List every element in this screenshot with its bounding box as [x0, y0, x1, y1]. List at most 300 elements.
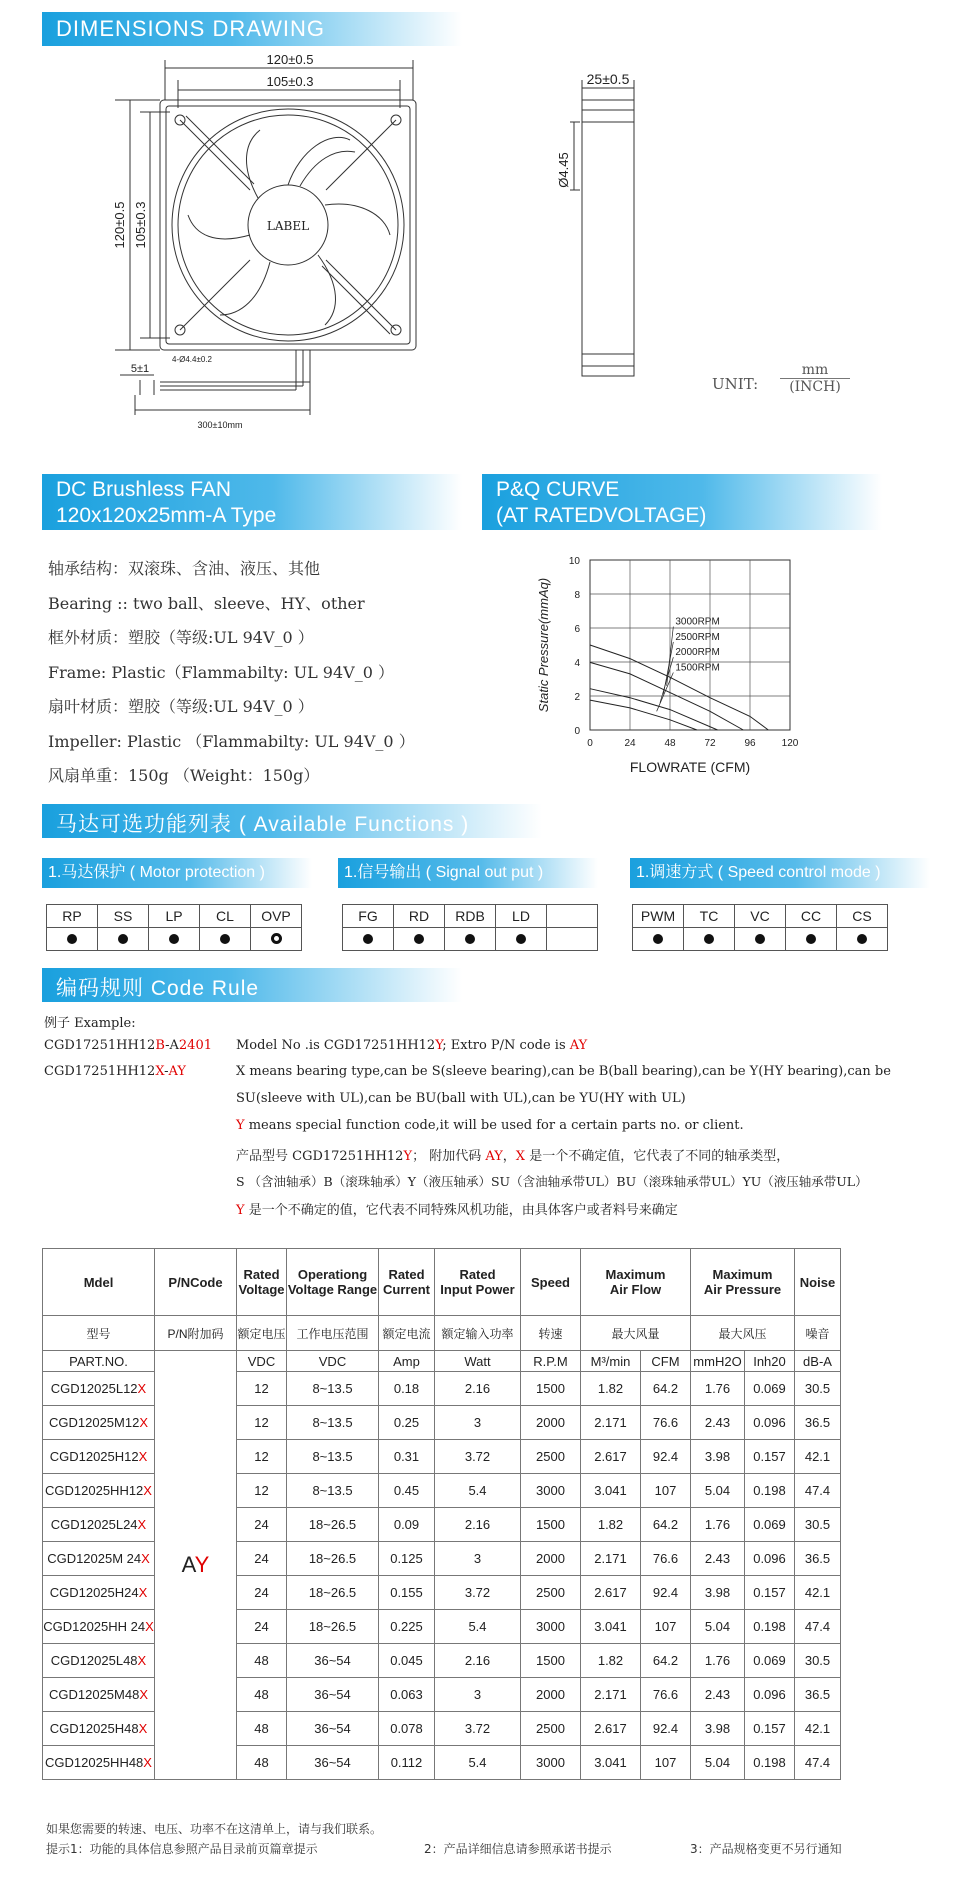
- column-header: Operationg Voltage Range: [287, 1249, 379, 1316]
- code-line-4-b: means special function code,it will be used for a certain parts no. or client.: [244, 1118, 744, 1133]
- value-cell: 42.1: [795, 1712, 841, 1746]
- unit-cell: dB-A: [795, 1351, 841, 1372]
- function-col-label: OVP: [251, 905, 302, 928]
- example-2-base: CGD17251HH12: [44, 1064, 156, 1079]
- value-cell: 76.6: [641, 1678, 691, 1712]
- function-col-label: VC: [735, 905, 786, 928]
- function-col-label: SS: [98, 905, 149, 928]
- pq-curve-header: [482, 474, 882, 530]
- filled-dot-icon: [363, 934, 373, 944]
- value-cell: 36~54: [287, 1746, 379, 1780]
- value-cell: 1500: [521, 1372, 581, 1406]
- column-header-cn: 额定电压: [237, 1316, 287, 1351]
- function-mark-cell: [837, 928, 888, 951]
- example-2-bearing: X: [155, 1064, 165, 1079]
- example-2-extra: AY: [168, 1064, 186, 1079]
- value-cell: 92.4: [641, 1576, 691, 1610]
- plot-frame: [590, 560, 790, 730]
- value-cell: 0.198: [745, 1474, 795, 1508]
- x-tick-label: 96: [744, 738, 756, 749]
- value-cell: 0.09: [379, 1508, 435, 1542]
- column-header: Rated Voltage: [237, 1249, 287, 1316]
- model-spec-table: [42, 1248, 841, 1780]
- value-cell: 3.98: [691, 1712, 745, 1746]
- column-header-cn: 额定电流: [379, 1316, 435, 1351]
- value-cell: 1.76: [691, 1508, 745, 1542]
- value-cell: 1500: [521, 1508, 581, 1542]
- example-label: 例子 Example:: [44, 1016, 136, 1031]
- function-mark-cell: [633, 928, 684, 951]
- unit-text: UNIT:: [712, 375, 759, 393]
- function-mark-cell: [47, 928, 98, 951]
- code-line-1-d: AY: [569, 1038, 588, 1053]
- value-cell: 5.4: [435, 1610, 521, 1644]
- value-cell: 0.31: [379, 1440, 435, 1474]
- dimensions-title: DIMENSIONS DRAWING: [56, 16, 325, 41]
- value-cell: 5.4: [435, 1746, 521, 1780]
- model-name: CGD12025H24: [49, 1585, 139, 1600]
- series-label: 2500RPM: [675, 631, 720, 643]
- side-view-drawing: [556, 70, 670, 400]
- function-mark-cell: [343, 928, 394, 951]
- footer-tip-2: 2：产品详细信息请参照承诺书提示: [424, 1842, 612, 1856]
- unit-mm: mm: [780, 362, 850, 379]
- series-line: [590, 689, 718, 730]
- value-cell: 3.98: [691, 1440, 745, 1474]
- value-cell: 0.063: [379, 1678, 435, 1712]
- model-name: CGD12025M 24: [47, 1551, 142, 1566]
- functions-title: 马达可选功能列表 ( Available Functions ): [56, 813, 470, 836]
- model-name: CGD12025H12: [49, 1449, 139, 1464]
- spec-line: Impeller: Plastic （Flammabilty: UL 94V_0 ）: [48, 731, 415, 751]
- value-cell: 12: [237, 1440, 287, 1474]
- code-line-5-e: ，: [502, 1149, 516, 1164]
- value-cell: 48: [237, 1712, 287, 1746]
- model-suffix: X: [137, 1381, 147, 1396]
- footer-contact: 如果您需要的转速、电压、功率不在这清单上，请与我们联系。: [46, 1822, 383, 1836]
- column-header-cn: 转速: [521, 1316, 581, 1351]
- code-line-7-a: Y: [236, 1203, 245, 1218]
- function-mark-cell: [445, 928, 496, 951]
- value-cell: 2.171: [581, 1542, 641, 1576]
- column-header: Rated Current: [379, 1249, 435, 1316]
- value-cell: 2500: [521, 1440, 581, 1474]
- model-name: CGD12025H48: [49, 1721, 139, 1736]
- value-cell: 0.096: [745, 1678, 795, 1712]
- dim-height-outer: 120±0.5: [112, 201, 127, 249]
- value-cell: 2000: [521, 1406, 581, 1440]
- functions-header: [42, 804, 542, 838]
- function-mark-cell: [735, 928, 786, 951]
- function-mark-cell: [496, 928, 547, 951]
- function-col-label: RD: [394, 905, 445, 928]
- motor-protection-title: 1.马达保护 ( Motor protection ): [48, 864, 265, 881]
- value-cell: 2.16: [435, 1644, 521, 1678]
- unit-cell: Watt: [435, 1351, 521, 1372]
- model-cell: [43, 1576, 155, 1610]
- code-rule-title: 编码规则 Code Rule: [56, 977, 260, 1000]
- value-cell: 18~26.5: [287, 1508, 379, 1542]
- x-tick-label: 72: [704, 738, 716, 749]
- value-cell: 2.617: [581, 1576, 641, 1610]
- code-line-1-c: ; Extro P/N code is: [442, 1038, 570, 1053]
- example-2-sep: -: [164, 1064, 169, 1079]
- spec-line: 轴承结构：双滚珠、含油、液压、其他: [48, 559, 321, 578]
- value-cell: 2000: [521, 1678, 581, 1712]
- x-tick-label: 48: [664, 738, 676, 749]
- pn-code-a: A: [181, 1552, 195, 1577]
- code-line-5-b: Y: [403, 1149, 413, 1164]
- pq-title-line1: P&Q CURVE: [496, 478, 620, 501]
- function-mark-cell: [786, 928, 837, 951]
- value-cell: 76.6: [641, 1406, 691, 1440]
- filled-dot-icon: [220, 934, 230, 944]
- value-cell: 5.04: [691, 1746, 745, 1780]
- value-cell: 92.4: [641, 1712, 691, 1746]
- value-cell: 1.82: [581, 1508, 641, 1542]
- example-1-extra: 2401: [178, 1038, 212, 1053]
- value-cell: 1500: [521, 1644, 581, 1678]
- filled-dot-icon: [169, 934, 179, 944]
- speed-control-title: 1.调速方式 ( Speed control mode ): [636, 864, 881, 881]
- model-cell: [43, 1474, 155, 1508]
- model-cell: [43, 1746, 155, 1780]
- example-1: [44, 1038, 212, 1053]
- value-cell: 3.72: [435, 1576, 521, 1610]
- value-cell: 2.617: [581, 1712, 641, 1746]
- value-cell: 0.225: [379, 1610, 435, 1644]
- filled-dot-icon: [704, 934, 714, 944]
- value-cell: 0.155: [379, 1576, 435, 1610]
- model-cell: [43, 1440, 155, 1474]
- code-line-5-c: ； 附加代码: [412, 1149, 486, 1164]
- filled-dot-icon: [653, 934, 663, 944]
- spec-line: 扇叶材质：塑胶（等级:UL 94V_0 ）: [48, 697, 314, 716]
- value-cell: 36.5: [795, 1678, 841, 1712]
- x-axis-label: FLOWRATE (CFM): [629, 759, 751, 775]
- value-cell: 12: [237, 1372, 287, 1406]
- value-cell: 2.617: [581, 1440, 641, 1474]
- value-cell: 0.069: [745, 1372, 795, 1406]
- value-cell: 36.5: [795, 1542, 841, 1576]
- function-mark-cell: [98, 928, 149, 951]
- value-cell: 107: [641, 1746, 691, 1780]
- series-leader-line: [657, 673, 674, 712]
- model-suffix: X: [139, 1415, 148, 1430]
- column-header-cn: 额定输入功率: [435, 1316, 521, 1351]
- model-name: CGD12025HH 24: [43, 1619, 146, 1634]
- function-col-label: RDB: [445, 905, 496, 928]
- code-line-4: [236, 1118, 744, 1133]
- model-suffix: X: [145, 1619, 154, 1634]
- value-cell: 18~26.5: [287, 1542, 379, 1576]
- series-label: 1500RPM: [675, 662, 720, 674]
- filled-dot-icon: [806, 934, 816, 944]
- code-line-1: [236, 1038, 587, 1053]
- function-col-label: CS: [837, 905, 888, 928]
- filled-dot-icon: [118, 934, 128, 944]
- value-cell: 0.069: [745, 1508, 795, 1542]
- y-tick-label: 10: [568, 556, 580, 567]
- value-cell: 2.171: [581, 1406, 641, 1440]
- column-header-cn: 噪音: [795, 1316, 841, 1351]
- value-cell: 0.096: [745, 1542, 795, 1576]
- unit-cell: Amp: [379, 1351, 435, 1372]
- value-cell: 0.045: [379, 1644, 435, 1678]
- function-col-label: LD: [496, 905, 547, 928]
- code-rule-header: [42, 968, 462, 1002]
- footer-tip-1: 提示1：功能的具体信息参照产品目录前页篇章提示: [46, 1842, 318, 1856]
- model-cell: [43, 1678, 155, 1712]
- value-cell: 2.43: [691, 1678, 745, 1712]
- value-cell: 1.82: [581, 1644, 641, 1678]
- function-col-label: CC: [786, 905, 837, 928]
- value-cell: 30.5: [795, 1644, 841, 1678]
- filled-dot-icon: [465, 934, 475, 944]
- example-1-bearing: B: [155, 1038, 166, 1053]
- function-mark-cell: [547, 928, 598, 951]
- function-col-label: TC: [684, 905, 735, 928]
- code-line-1-a: Model No .is CGD17251HH12: [236, 1038, 436, 1053]
- fan-title-line1: DC Brushless FAN: [56, 478, 232, 501]
- value-cell: 64.2: [641, 1372, 691, 1406]
- code-line-5-d: AY: [485, 1149, 503, 1164]
- model-name: CGD12025HH12: [45, 1483, 144, 1498]
- signal-output-header: [338, 858, 598, 888]
- value-cell: 24: [237, 1576, 287, 1610]
- value-cell: 2500: [521, 1576, 581, 1610]
- code-line-1-b: Y: [435, 1038, 443, 1053]
- unit-cell: R.P.M: [521, 1351, 581, 1372]
- value-cell: 64.2: [641, 1508, 691, 1542]
- value-cell: 3: [435, 1542, 521, 1576]
- value-cell: 8~13.5: [287, 1440, 379, 1474]
- value-cell: 2.171: [581, 1678, 641, 1712]
- function-mark-cell: [251, 928, 302, 951]
- dimensions-header: [42, 12, 462, 46]
- value-cell: 8~13.5: [287, 1474, 379, 1508]
- function-mark-cell: [394, 928, 445, 951]
- value-cell: 3: [435, 1406, 521, 1440]
- model-suffix: X: [138, 1449, 148, 1464]
- y-tick-label: 6: [574, 624, 580, 635]
- value-cell: 30.5: [795, 1372, 841, 1406]
- unit-cell: PART.NO.: [43, 1351, 155, 1372]
- dim-width-outer: 120±0.5: [266, 52, 314, 67]
- value-cell: 3000: [521, 1610, 581, 1644]
- speed-control-header: [630, 858, 930, 888]
- value-cell: 2000: [521, 1542, 581, 1576]
- model-name: CGD12025M48: [49, 1687, 140, 1702]
- code-line-5-a: 产品型号 CGD17251HH12: [236, 1149, 404, 1164]
- signal-output-title: 1.信号输出 ( Signal out put ): [344, 864, 544, 881]
- value-cell: 3: [435, 1678, 521, 1712]
- x-tick-label: 24: [624, 738, 636, 749]
- model-suffix: X: [137, 1653, 147, 1668]
- dim-height-inner: 105±0.3: [133, 201, 148, 249]
- value-cell: 0.157: [745, 1576, 795, 1610]
- value-cell: 24: [237, 1508, 287, 1542]
- value-cell: 36.5: [795, 1406, 841, 1440]
- value-cell: 3.041: [581, 1474, 641, 1508]
- value-cell: 2.43: [691, 1406, 745, 1440]
- signal-output-table: [342, 904, 598, 951]
- value-cell: 2.16: [435, 1508, 521, 1542]
- code-line-2: X means bearing type,can be S(sleeve bearing),can be B(ball bearing),can be Y(HY bearing),can be: [236, 1064, 891, 1079]
- function-col-label: CL: [200, 905, 251, 928]
- column-header: Maximum Air Flow: [581, 1249, 691, 1316]
- unit-cell: mmH2O: [691, 1351, 745, 1372]
- column-header-cn: 最大风量: [581, 1316, 691, 1351]
- value-cell: 8~13.5: [287, 1406, 379, 1440]
- spec-line: 框外材质：塑胶（等级:UL 94V_0 ）: [48, 628, 314, 647]
- value-cell: 2.43: [691, 1542, 745, 1576]
- column-header: Mdel: [43, 1249, 155, 1316]
- value-cell: 42.1: [795, 1440, 841, 1474]
- model-cell: [43, 1610, 155, 1644]
- model-cell: [43, 1542, 155, 1576]
- code-line-7: [236, 1199, 678, 1218]
- y-tick-label: 2: [574, 692, 580, 703]
- unit-label: [712, 375, 758, 393]
- value-cell: 2500: [521, 1712, 581, 1746]
- value-cell: 12: [237, 1474, 287, 1508]
- y-tick-label: 8: [574, 590, 580, 601]
- value-cell: 5.4: [435, 1474, 521, 1508]
- series-label: 2000RPM: [675, 647, 720, 659]
- value-cell: 24: [237, 1610, 287, 1644]
- value-cell: 76.6: [641, 1542, 691, 1576]
- model-suffix: X: [143, 1483, 152, 1498]
- unit-cell: VDC: [237, 1351, 287, 1372]
- filled-dot-icon: [67, 934, 77, 944]
- code-line-6: S （含油轴承）B（滚珠轴承）Y（液压轴承）SU（含油轴承带UL）BU（滚珠轴承带UL）YU（液压轴承带UL）: [236, 1174, 868, 1189]
- model-cell: [43, 1644, 155, 1678]
- model-cell: [43, 1508, 155, 1542]
- value-cell: 12: [237, 1406, 287, 1440]
- dim-wire-length: 300±10mm: [197, 420, 243, 430]
- value-cell: 3.98: [691, 1576, 745, 1610]
- value-cell: 18~26.5: [287, 1610, 379, 1644]
- speed-control-table: [632, 904, 888, 951]
- code-line-5-g: 是一个不确定值，它代表了不同的轴承类型，: [525, 1149, 790, 1164]
- model-name: CGD12025L48: [50, 1653, 138, 1668]
- value-cell: 0.112: [379, 1746, 435, 1780]
- value-cell: 48: [237, 1746, 287, 1780]
- unit-cell: Inh20: [745, 1351, 795, 1372]
- value-cell: 3000: [521, 1746, 581, 1780]
- model-suffix: X: [139, 1687, 148, 1702]
- value-cell: 3000: [521, 1474, 581, 1508]
- pq-curve-chart: [520, 550, 840, 790]
- unit-cell: CFM: [641, 1351, 691, 1372]
- model-suffix: X: [138, 1721, 148, 1736]
- unit-cell: VDC: [287, 1351, 379, 1372]
- column-header-cn: 型号: [43, 1316, 155, 1351]
- filled-dot-icon: [414, 934, 424, 944]
- model-suffix: X: [141, 1551, 150, 1566]
- value-cell: 48: [237, 1644, 287, 1678]
- value-cell: 42.1: [795, 1576, 841, 1610]
- value-cell: 47.4: [795, 1610, 841, 1644]
- example-2: [44, 1064, 186, 1079]
- code-line-5: [236, 1145, 789, 1164]
- unit-inch: (INCH): [789, 379, 841, 395]
- value-cell: 47.4: [795, 1746, 841, 1780]
- value-cell: 30.5: [795, 1508, 841, 1542]
- value-cell: 3.72: [435, 1440, 521, 1474]
- value-cell: 2.16: [435, 1372, 521, 1406]
- function-col-label: RP: [47, 905, 98, 928]
- value-cell: 8~13.5: [287, 1372, 379, 1406]
- model-name: CGD12025L24: [50, 1517, 138, 1532]
- value-cell: 0.18: [379, 1372, 435, 1406]
- value-cell: 5.04: [691, 1610, 745, 1644]
- value-cell: 107: [641, 1610, 691, 1644]
- dim-wire-gap: 5±1: [130, 363, 150, 375]
- column-header: Rated Input Power: [435, 1249, 521, 1316]
- value-cell: 0.25: [379, 1406, 435, 1440]
- fan-label: LABEL: [266, 219, 310, 233]
- value-cell: 0.198: [745, 1610, 795, 1644]
- example-1-sep: -A: [165, 1038, 179, 1053]
- value-cell: 36~54: [287, 1644, 379, 1678]
- function-col-label: FG: [343, 905, 394, 928]
- value-cell: 3.041: [581, 1610, 641, 1644]
- unit-fraction: [780, 362, 850, 395]
- function-mark-cell: [200, 928, 251, 951]
- column-header: P/NCode: [155, 1249, 237, 1316]
- function-mark-cell: [684, 928, 735, 951]
- spec-line: Frame: Plastic（Flammabilty: UL 94V_0 ）: [48, 662, 394, 682]
- code-line-5-f: X: [515, 1149, 526, 1164]
- column-header-cn: 最大风压: [691, 1316, 795, 1351]
- value-cell: 36~54: [287, 1678, 379, 1712]
- value-cell: 18~26.5: [287, 1576, 379, 1610]
- value-cell: 3.72: [435, 1712, 521, 1746]
- fan-type-header: [42, 474, 462, 530]
- value-cell: 92.4: [641, 1440, 691, 1474]
- y-axis-label: Static Pressure(mmAq): [536, 577, 551, 713]
- model-name: CGD12025M12: [49, 1415, 140, 1430]
- value-cell: 0.069: [745, 1644, 795, 1678]
- value-cell: 3.041: [581, 1746, 641, 1780]
- value-cell: 1.76: [691, 1644, 745, 1678]
- value-cell: 0.45: [379, 1474, 435, 1508]
- column-header-cn: 工作电压范围: [287, 1316, 379, 1351]
- model-cell: [43, 1406, 155, 1440]
- x-tick-label: 0: [587, 738, 593, 749]
- column-header: Noise: [795, 1249, 841, 1316]
- dim-diameter: Ø4.45: [556, 152, 571, 188]
- value-cell: 0.157: [745, 1440, 795, 1474]
- front-view-drawing: [100, 50, 460, 440]
- value-cell: 24: [237, 1542, 287, 1576]
- motor-protection-table: [46, 904, 302, 951]
- filled-dot-icon: [857, 934, 867, 944]
- column-header: Maximum Air Pressure: [691, 1249, 795, 1316]
- value-cell: 0.198: [745, 1746, 795, 1780]
- model-name: CGD12025HH48: [45, 1755, 144, 1770]
- series-line: [590, 700, 697, 730]
- column-header-cn: P/N附加码: [155, 1316, 237, 1351]
- function-mark-cell: [149, 928, 200, 951]
- series-label: 3000RPM: [675, 616, 720, 628]
- spec-line: 风扇单重：150g （Weight：150g）: [48, 766, 320, 785]
- function-col-label: LP: [149, 905, 200, 928]
- value-cell: 47.4: [795, 1474, 841, 1508]
- value-cell: 48: [237, 1678, 287, 1712]
